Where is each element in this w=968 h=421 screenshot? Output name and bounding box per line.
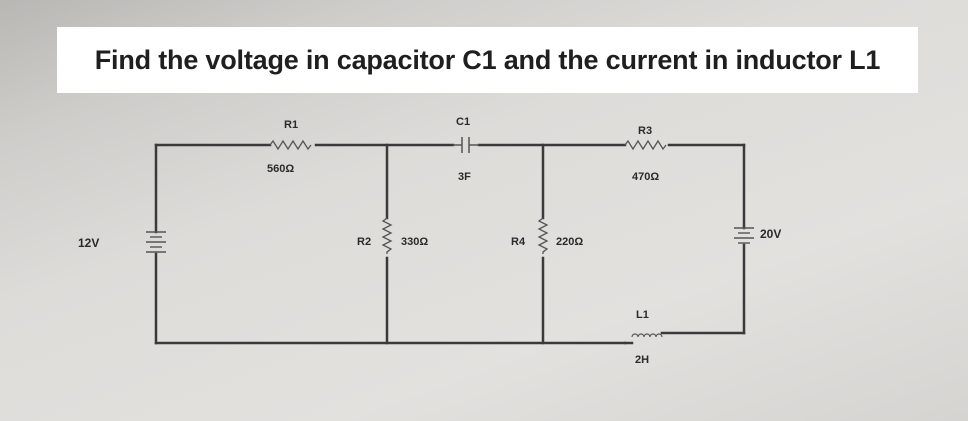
c1-name-label: C1 <box>456 116 471 128</box>
question-title: Find the voltage in capacitor C1 and the current in inductor L1 <box>94 44 881 75</box>
r2-value-label: 330Ω <box>401 236 429 248</box>
c1-capacitor-symbol <box>453 137 479 153</box>
c1-value-label: 3F <box>458 171 471 183</box>
r4-name-label: R4 <box>511 236 526 248</box>
right-battery-symbol <box>734 228 754 243</box>
r4-value-label: 220Ω <box>556 236 584 248</box>
r1-resistor-symbol <box>270 141 311 149</box>
r1-name-label: R1 <box>284 119 299 131</box>
left-source-label: 12V <box>78 236 100 250</box>
right-source-label: 20V <box>760 227 782 241</box>
left-battery-symbol <box>146 232 166 252</box>
l1-value-label: 2H <box>635 354 650 366</box>
r1-value-label: 560Ω <box>267 163 295 175</box>
r3-value-label: 470Ω <box>632 171 660 183</box>
r2-name-label: R2 <box>357 236 372 248</box>
l1-name-label: L1 <box>636 309 649 321</box>
r3-resistor-symbol <box>625 141 666 149</box>
r2-resistor-symbol <box>383 218 391 254</box>
l1-inductor-symbol <box>632 334 662 337</box>
r3-name-label: R3 <box>638 125 653 137</box>
r4-resistor-symbol <box>539 218 547 254</box>
